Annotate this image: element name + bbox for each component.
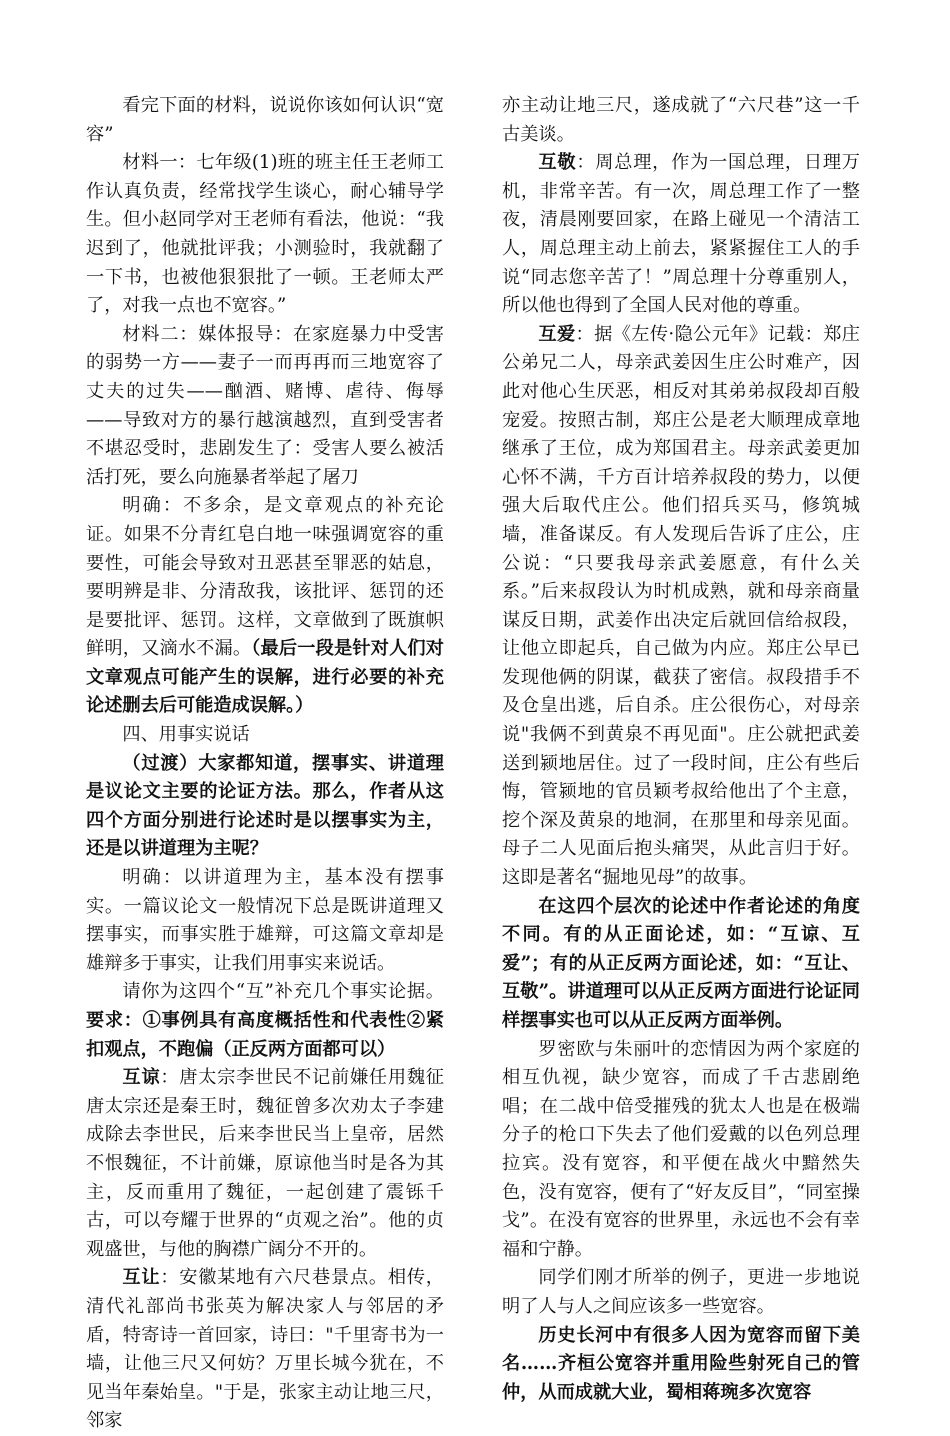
task-text: 请你为这四个“互”补充几个事实论据。 (122, 981, 444, 1003)
paragraph-romeo-juliet: 罗密欧与朱丽叶的恋情因为两个家庭的相互仇视，缺少宽容，而成了千古悲剧绝唱；在二战中倍受摧残的犹太人也是在极端分子的枪口下失去了他们爱戴的以色列总理拉宾。没有宽容，和平便在战火中黯然失色，没有宽容，便有了“好友反目”，“同室操戈”。在没有宽容的世界里，永远也不会有幸福和宁静。 (502, 1038, 860, 1260)
right-column (502, 92, 860, 1407)
mutual-respect-label: 互敬 (538, 152, 577, 174)
paragraph-yielding-continued: 亦主动让地三尺，遂成就了“六尺巷”这一千古美谈。 (502, 95, 860, 145)
left-column (86, 92, 444, 1436)
clarification-bold-note: （最后一段是针对人们对文章观点可能产生的误解，进行必要的补充论述删去后可能造成误解。） (86, 638, 444, 717)
mutual-love-text: ：据《左传·隐公元年》记载：郑庄公弟兄二人，母亲武姜因生庄公时难产，因此对他心生厌恶，相反对其弟弟叔段却百般宠爱。按照古制，郑庄公是老大顺理成章地继承了王位，成为郑国君主。母亲武姜更加心怀不满，千方百计培养叔段的势力，以便强大后取代庄公。他们招兵买马，修筑城墙，准备谋反。有人发现后告诉了庄公，庄公说：“只要我母亲武姜愿意，有什么关系。”后来叔段认为时机成熟，就和母亲商量谋反日期，武姜作出决定后就回信给叔段，让他立即起兵，自己做为内应。郑庄公早已发现他俩的阴谋，截获了密信。叔段措手不及仓皇出逃，后自杀。庄公很伤心，对母亲说"我俩不到黄泉不再见面"。庄公就把武姜送到颍地居住。过了一段时间，庄公有些后悔，管颍地的官员颖考叔给他出了个主意，挖个深及黄泉的地洞，在那里和母亲见面。母子二人见面后抱头痛哭，从此言归于好。这即是著名“掘地见母”的故事。 (502, 323, 860, 889)
paragraph-mutual-love (502, 321, 860, 893)
task-requirements: 要求：①事例具有高度概括性和代表性②紧扣观点，不跑偏（正反两方面都可以） (86, 1010, 444, 1060)
paragraph-conclusion: 同学们刚才所举的例子，更进一步地说明了人与人之间应该多一些宽容。 (502, 1267, 860, 1317)
mutual-yielding-text: ：安徽某地有六尺巷景点。相传，清代礼部尚书张英为解决家人与邻居的矛盾，特寄诗一首回家，诗曰："千里寄书为一墙，让他三尺又何妨？万里长城今犹在，不见当年秦始皇。"于是，张家主动让地三尺，邻家 (86, 1267, 444, 1432)
paragraph-prompt: 看完下面的材料，说说你该如何认识“宽容” (86, 95, 444, 145)
mutual-yielding-label: 互让 (122, 1267, 161, 1289)
clarification-text: 明确：不多余，是文章观点的补充论证。如果不分青红皂白地一味强调宽容的重要性，可能会导致对丑恶甚至罪恶的姑息，要明辨是非、分清敌我，该批评、惩罚的还是要批评、惩罚。这样，文章做到了既旗帜鲜明，又滴水不漏。 (86, 495, 444, 660)
mutual-forgiveness-text: ：唐太宗李世民不记前嫌任用魏征唐太宗还是秦王时，魏征曾多次劝太子李建成除去李世民，后来李世民当上皇帝，居然不恨魏征，不计前嫌，原谅他当时是各为其主，反而重用了魏征，一起创建了震铄千古，可以夸耀于世界的“贞观之治”。他的贞观盛世，与他的胸襟广阔分不开的。 (86, 1067, 444, 1260)
paragraph-material-two: 材料二：媒体报导：在家庭暴力中受害的弱势一方——妻子一而再再而三地宽容了丈夫的过失——酗酒、赌博、虐待、侮辱——导致对方的暴行越演越烈，直到受害者不堪忍受时，悲剧发生了：受害人要么被活活打死，要么向施暴者举起了屠刀 (86, 323, 444, 488)
paragraph-mutual-yielding (86, 1264, 444, 1436)
paragraph-summary: 在这四个层次的论述中作者论述的角度不同。有的从正面论述，如：“互谅、互爱”；有的从正反两方面论述，如：“互让、互敬”。讲道理可以从正反两方面进行论证同样摆事实也可以从正反两方面举例。 (502, 895, 860, 1031)
paragraph-clarification (86, 492, 444, 721)
paragraph-clarification-two: 明确：以讲道理为主，基本没有摆事实。一篇议论文一般情况下总是既讲道理又摆事实，而事实胜于雄辩，可这篇文章却是雄辩多于事实，让我们用事实来说话。 (86, 867, 444, 974)
paragraph-mutual-respect (502, 149, 860, 321)
section-heading-facts: 四、用事实说话 (122, 724, 250, 746)
mutual-love-label: 互爱 (538, 323, 576, 345)
paragraph-material-one: 材料一：七年级(1)班的班主任王老师工作认真负责，经常找学生谈心，耐心辅导学生。但小赵同学对王老师有看法，他说：“我迟到了，他就批评我；小测验时，我就翻了一下书，也被他狠狠批了一顿。王老师太严了，对我一点也不宽容。” (86, 152, 444, 317)
mutual-respect-text: ：周总理，作为一国总理，日理万机，非常辛苦。有一次，周总理工作了一整夜，清晨刚要回家，在路上碰见一个清洁工人，周总理主动上前去，紧紧握住工人的手说“同志您辛苦了！”周总理十分尊重别人，所以他也得到了全国人民对他的尊重。 (502, 152, 860, 317)
mutual-forgiveness-label: 互谅 (122, 1067, 161, 1089)
paragraph-mutual-forgiveness (86, 1064, 444, 1264)
paragraph-transition: （过渡）大家都知道，摆事实、讲道理是议论文主要的论证方法。那么，作者从这四个方面分别进行论述时是以摆事实为主，还是以讲道理为主呢？ (86, 752, 444, 860)
paragraph-history: 历史长河中有很多人因为宽容而留下美名……齐桓公宽容并重用险些射死自己的管仲，从而成就大业，蜀相蒋琬多次宽容 (502, 1324, 860, 1403)
paragraph-task (86, 978, 444, 1064)
